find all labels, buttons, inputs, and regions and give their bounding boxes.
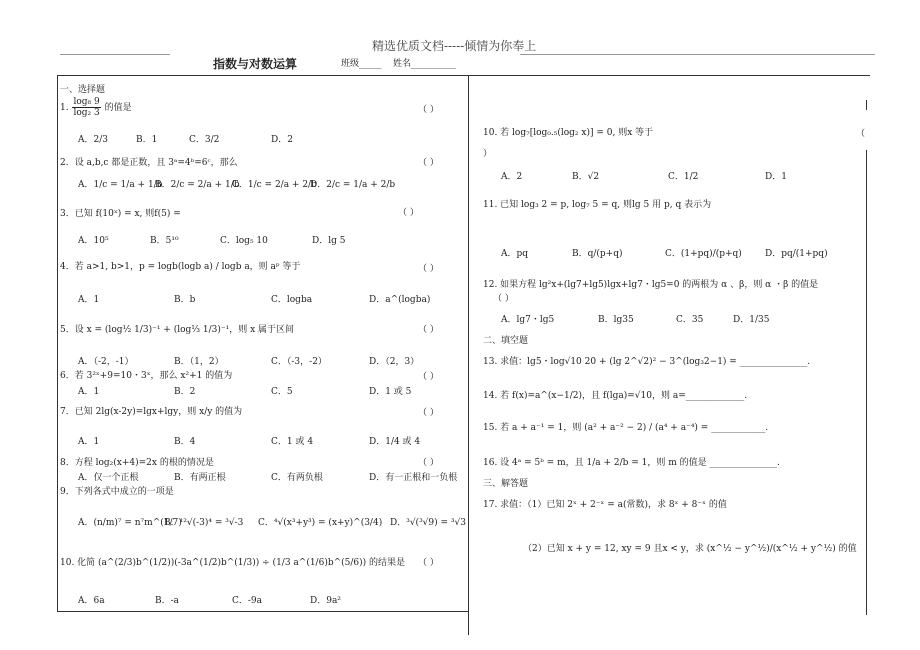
q12-opt-d[interactable]: D．1/35: [733, 315, 770, 325]
q10-opt-b[interactable]: B．-a: [155, 596, 180, 606]
q12-opt-a[interactable]: A．lg7・lg5: [501, 315, 555, 325]
q4-opt-a[interactable]: A．1: [78, 295, 100, 305]
q8-answer-slot[interactable]: （ ）: [418, 458, 439, 468]
q10-answer-slot[interactable]: （ ）: [418, 558, 439, 568]
q4-opt-d[interactable]: D．a^(logba): [369, 295, 431, 305]
q5-opt-c[interactable]: C．（-3，-2）: [271, 357, 327, 367]
left-bottom-border: [57, 611, 469, 612]
q8-opt-c[interactable]: C．有两负根: [271, 473, 323, 483]
q1-answer-slot[interactable]: （ ）: [418, 105, 439, 115]
rq10-opt-b[interactable]: B．√2: [572, 172, 600, 182]
q10-opt-c[interactable]: C．-9a: [232, 596, 263, 606]
rq10-opt-c[interactable]: C．1/2: [668, 172, 699, 182]
name-field[interactable]: 姓名__________: [393, 59, 457, 69]
right-border-tick: [866, 100, 867, 110]
q8-opt-a[interactable]: A．仅一个正根: [78, 473, 139, 483]
rq10-opt-a[interactable]: A．2: [501, 172, 523, 182]
q6-opt-a[interactable]: A．1: [78, 387, 100, 397]
q1-frac-den: log₂ 3: [73, 108, 100, 118]
column-divider: [468, 75, 469, 635]
q17-part1: 17. 求值：（1）已知 2ˣ + 2⁻ˣ = a(常数)，求 8ˣ + 8⁻ˣ 的值: [483, 500, 727, 510]
q11-opt-c[interactable]: C．(1+pq)/(p+q): [665, 249, 742, 259]
q1-opt-a[interactable]: A．2/3: [78, 135, 108, 145]
q3-opt-d[interactable]: D．lg 5: [312, 236, 346, 246]
q3-stem: 3．已知 f(10ˣ) = x, 则f(5) =: [60, 209, 181, 219]
q3-opt-c[interactable]: C．log₅ 10: [220, 236, 268, 246]
q11-opt-a[interactable]: A．pq: [501, 249, 529, 259]
q9-stem: 9．下列各式中成立的一项是: [60, 487, 174, 497]
q6-stem: 6．若 3²ˣ+9=10・3ˣ，那么 x²+1 的值为: [60, 371, 233, 381]
q3-opt-a[interactable]: A．10⁵: [78, 236, 109, 246]
q15[interactable]: 15. 若 a + a⁻¹ = 1，则 (a² + a⁻² − 2) / (a⁴ + a⁻⁴) = ____________.: [483, 423, 769, 433]
left-border: [57, 75, 58, 612]
q16[interactable]: 16. 设 4ᵃ = 5ᵇ = m，且 1/a + 2/b = 1，则 m 的值是 _______________.: [483, 458, 780, 468]
q2-opt-a[interactable]: A．1/c = 1/a + 1/b: [78, 180, 163, 190]
header-rule-right: [520, 54, 875, 55]
rq10-paren-right[interactable]: ）: [483, 149, 493, 159]
q6-opt-c[interactable]: C．5: [271, 387, 293, 397]
q6-opt-b[interactable]: B．2: [174, 387, 196, 397]
q7-opt-a[interactable]: A．1: [78, 437, 100, 447]
q5-opt-d[interactable]: D．（2，3）: [369, 357, 420, 367]
q12-answer-slot[interactable]: （ ）: [493, 294, 514, 304]
rq10-paren-left[interactable]: （: [856, 129, 866, 139]
q8-stem: 8．方程 log₂(x+4)=2x 的根的情况是: [60, 458, 214, 468]
q4-opt-b[interactable]: B．b: [174, 295, 196, 305]
q1-opt-b[interactable]: B．1: [136, 135, 158, 145]
q2-opt-d[interactable]: D．2/c = 1/a + 2/b: [310, 180, 396, 190]
q9-opt-b[interactable]: B．¹²√(-3)⁴ = ³√-3: [164, 518, 244, 528]
q2-answer-slot[interactable]: （ ）: [418, 158, 439, 168]
section-solve: 三、解答题: [483, 479, 529, 489]
q1-opt-d[interactable]: D．2: [271, 135, 293, 145]
q3-answer-slot[interactable]: （ ）: [398, 208, 419, 218]
q5-opt-b[interactable]: B．（1，2）: [174, 357, 224, 367]
right-border: [866, 150, 867, 615]
rq10-stem: 10. 若 log₇[log₀.₅(log₂ x)] = 0, 则x 等于: [483, 128, 654, 138]
q3-opt-b[interactable]: B．5¹⁰: [150, 236, 179, 246]
q9-opt-d[interactable]: D．³√(³√9) = ³√3: [390, 518, 466, 528]
section-fill: 二、填空题: [483, 336, 529, 346]
q8-opt-b[interactable]: B．有两正根: [174, 473, 226, 483]
header-rule-left: [60, 54, 170, 55]
top-border: [57, 75, 870, 76]
q12-opt-b[interactable]: B．lg35: [598, 315, 634, 325]
q4-opt-c[interactable]: C．logba: [271, 295, 313, 305]
q2-opt-c[interactable]: C．1/c = 2/a + 2/b: [232, 180, 317, 190]
q10-opt-a[interactable]: A．6a: [78, 596, 105, 606]
q10-opt-d[interactable]: D．9a²: [310, 596, 341, 606]
header-banner: 精选优质文档-----倾情为你奉上: [372, 39, 537, 53]
q17-part2: （2）已知 x + y = 12, xy = 9 且x < y，求 (x^½ − y^½)/(x^½ + y^½) 的值: [523, 544, 857, 554]
q6-answer-slot[interactable]: （ ）: [418, 372, 439, 382]
q11-opt-b[interactable]: B．q/(p+q): [572, 249, 623, 259]
rq10-opt-d[interactable]: D．1: [765, 172, 787, 182]
q5-opt-a[interactable]: A．（-2，-1）: [78, 357, 134, 367]
q4-stem: 4．若 a>1, b>1，p = logb(logb a) / logb a，则 aᵖ 等于: [60, 262, 301, 272]
q12-stem: 12. 如果方程 lg²x+(lg7+lg5)lgx+lg7・lg5=0 的两根为 α 、β，则 α ・β 的值是: [483, 280, 819, 290]
q7-answer-slot[interactable]: （ ）: [418, 408, 439, 418]
q5-stem: 5．设 x = (log½ 1/3)⁻¹ + (log⅓ 1/3)⁻¹，则 x 属于区间: [60, 325, 295, 335]
class-field[interactable]: 班级_____: [341, 59, 382, 69]
q7-opt-c[interactable]: C．1 或 4: [271, 437, 314, 447]
q12-opt-c[interactable]: C．35: [676, 315, 704, 325]
q2-stem: 2．设 a,b,c 都是正数，且 3ᵃ=4ᵇ=6ᶜ，那么: [60, 158, 238, 168]
q7-opt-b[interactable]: B．4: [174, 437, 196, 447]
q11-stem: 11. 已知 log₃ 2 = p, log₇ 5 = q, 则lg 5 用 p, q 表示为: [483, 200, 712, 210]
q2-opt-b[interactable]: B．2/c = 2/a + 1/b: [155, 180, 240, 190]
q9-opt-c[interactable]: C．⁴√(x³+y³) = (x+y)^(3/4): [258, 518, 383, 528]
q6-opt-d[interactable]: D．1 或 5: [369, 387, 412, 397]
q1-num: 1.: [60, 103, 69, 113]
q1-stem: [60, 97, 132, 118]
q14[interactable]: 14. 若 f(x)=a^(x−1/2)，且 f(lga)=√10，则 a=_____________.: [483, 391, 748, 401]
q1-fraction: [72, 97, 100, 118]
q1-text: 的值是: [104, 103, 132, 113]
q1-frac-num: log₈ 9: [73, 97, 100, 107]
q1-opt-c[interactable]: C．3/2: [189, 135, 220, 145]
q10-stem: 10. 化简 (a^(2/3)b^(1/2))(-3a^(1/2)b^(1/3)) ÷ (1/3 a^(1/6)b^(5/6)) 的结果是: [60, 558, 406, 568]
q4-answer-slot[interactable]: （ ）: [418, 264, 439, 274]
section-choice: 一、选择题: [60, 85, 106, 95]
q11-opt-d[interactable]: D．pq/(1+pq): [765, 249, 828, 259]
q7-opt-d[interactable]: D．1/4 或 4: [369, 437, 421, 447]
q5-answer-slot[interactable]: （ ）: [418, 325, 439, 335]
q9-opt-a[interactable]: A．(n/m)⁷ = n⁷m^(1/7): [78, 518, 182, 528]
q13[interactable]: 13. 求值：lg5・log√10 20 + (lg 2^√2)² − 3^(log₃2−1) = _______________.: [483, 357, 811, 367]
q7-stem: 7．已知 2lg(x-2y)=lgx+lgy，则 x/y 的值为: [60, 407, 243, 417]
q8-opt-d[interactable]: D．有一正根和一负根: [369, 473, 458, 483]
page-title: 指数与对数运算: [213, 57, 298, 71]
